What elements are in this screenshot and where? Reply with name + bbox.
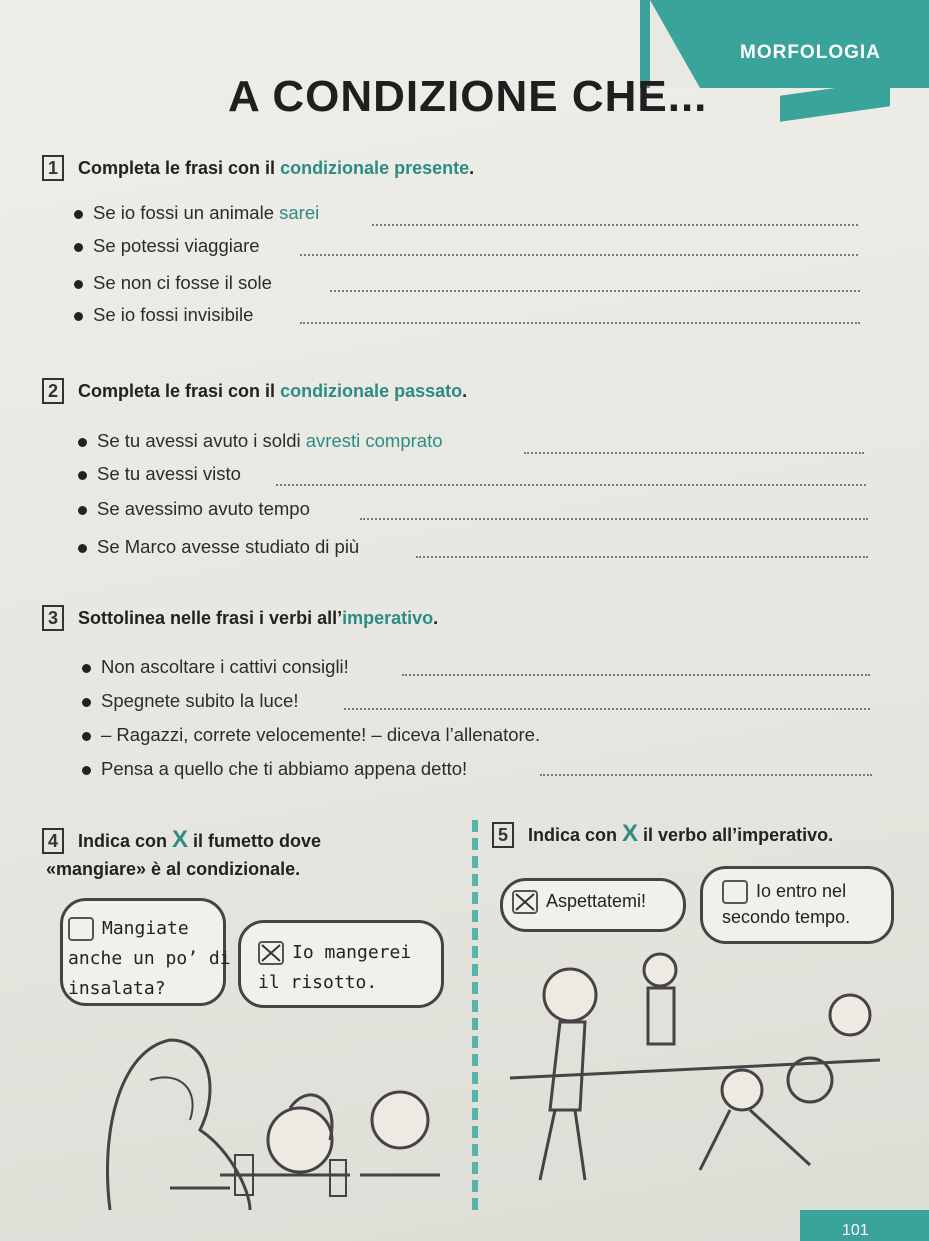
bullet-icon <box>74 280 83 289</box>
bubble-line: anche un po’ di <box>68 948 231 969</box>
x-mark-icon <box>260 943 282 963</box>
instruction-text: il fumetto dove <box>188 831 322 851</box>
answer-line[interactable] <box>300 254 858 256</box>
instruction-end: . <box>462 381 468 401</box>
item-text[interactable]: – Ragazzi, correte velocemente! – diceva l’allenatore. <box>101 724 541 745</box>
checkbox-checked[interactable] <box>258 941 284 965</box>
instruction-text: Indica con <box>78 831 173 851</box>
instruction-text: Completa le frasi con il <box>78 381 281 401</box>
item-text[interactable]: Spegnete subito la luce! <box>101 690 299 711</box>
item-text: Se tu avessi avuto i soldi <box>97 430 306 451</box>
x-mark-icon: X <box>622 820 639 847</box>
instruction-text: Sottolinea nelle frasi i verbi all’ <box>78 608 343 628</box>
ex1-item <box>74 202 319 224</box>
page-number: 101 <box>842 1222 869 1239</box>
bubble-line: il risotto. <box>258 972 378 993</box>
answer-line[interactable] <box>276 484 866 486</box>
answer-line[interactable] <box>416 556 868 558</box>
ex2-item <box>78 430 443 452</box>
column-divider <box>472 820 490 1210</box>
bullet-icon <box>78 544 87 553</box>
exercise-5-heading <box>492 820 833 848</box>
dotted-line <box>402 674 870 676</box>
exercise-number: 1 <box>42 155 64 181</box>
item-text: Se non ci fosse il sole <box>93 272 272 293</box>
ex2-item <box>78 463 241 485</box>
ex2-item <box>78 536 359 558</box>
bullet-icon <box>82 732 91 741</box>
exercise-number: 4 <box>42 828 64 854</box>
x-mark-icon: X <box>172 826 189 853</box>
bubble-3-text <box>512 890 646 914</box>
ex1-item <box>74 235 260 257</box>
answer-line[interactable] <box>372 224 858 226</box>
item-text: Se io fossi un animale <box>93 202 280 223</box>
item-text: Se avessimo avuto tempo <box>97 498 310 519</box>
bullet-icon <box>74 312 83 321</box>
x-mark-icon <box>514 892 536 912</box>
item-text[interactable]: Pensa a quello che ti abbiamo appena detto! <box>101 758 468 779</box>
football-kids-illustration <box>490 950 890 1200</box>
ex3-item <box>82 758 467 780</box>
exercise-3-heading <box>42 605 438 631</box>
checkbox-checked[interactable] <box>512 890 538 914</box>
dotted-line <box>540 774 872 776</box>
bullet-icon <box>78 438 87 447</box>
item-text: Se io fossi invisibile <box>93 304 254 325</box>
page-title: A CONDIZIONE CHE... <box>228 72 708 121</box>
instruction-text: Indica con <box>528 825 623 845</box>
bubble-line: secondo tempo. <box>722 907 851 928</box>
exercise-number: 5 <box>492 822 514 848</box>
instruction-text: «mangiare» è al condizionale. <box>46 859 301 879</box>
instruction-text: il verbo all’imperativo. <box>638 825 834 845</box>
checkbox[interactable] <box>68 917 94 941</box>
family-dinner-illustration <box>60 1010 470 1210</box>
exercise-1-heading <box>42 155 474 181</box>
checkbox[interactable] <box>722 880 748 904</box>
bubble-line: insalata? <box>68 978 166 999</box>
instruction-keyword: condizionale passato <box>280 381 463 401</box>
item-text: Se potessi viaggiare <box>93 235 260 256</box>
bullet-icon <box>74 210 83 219</box>
bullet-icon <box>74 243 83 252</box>
bubble-4-text <box>722 878 850 930</box>
ex2-item <box>78 498 310 520</box>
bubble-1-text <box>68 914 231 1004</box>
exercise-number: 2 <box>42 378 64 404</box>
bubble-line: Io mangerei <box>292 942 412 963</box>
ex1-item <box>74 272 272 294</box>
bubble-line: Aspettatemi! <box>546 890 647 911</box>
dotted-line <box>344 708 870 710</box>
item-answer: avresti comprato <box>305 430 443 451</box>
bullet-icon <box>82 664 91 673</box>
instruction-end: . <box>433 608 439 628</box>
section-label: MORFOLOGIA <box>740 42 881 63</box>
item-answer: sarei <box>279 202 320 223</box>
bubble-line: Mangiate <box>102 918 189 939</box>
item-text[interactable]: Non ascoltare i cattivi consigli! <box>101 656 349 677</box>
ex3-item <box>82 724 540 746</box>
bubble-2-text <box>258 938 411 998</box>
answer-line[interactable] <box>524 452 864 454</box>
bullet-icon <box>82 698 91 707</box>
answer-line[interactable] <box>300 322 860 324</box>
instruction-end: . <box>469 158 475 178</box>
item-text: Se tu avessi visto <box>97 463 241 484</box>
instruction-keyword: condizionale presente <box>280 158 470 178</box>
ex1-item <box>74 304 253 326</box>
answer-line[interactable] <box>360 518 868 520</box>
item-text: Se Marco avesse studiato di più <box>97 536 360 557</box>
exercise-4-heading <box>42 826 321 883</box>
ex3-item <box>82 690 298 712</box>
bullet-icon <box>78 506 87 515</box>
instruction-text: Completa le frasi con il <box>78 158 281 178</box>
bullet-icon <box>78 471 87 480</box>
bullet-icon <box>82 766 91 775</box>
bubble-line: Io entro nel <box>756 881 847 901</box>
ex3-item <box>82 656 349 678</box>
answer-line[interactable] <box>330 290 860 292</box>
exercise-number: 3 <box>42 605 64 631</box>
instruction-keyword: imperativo <box>342 608 434 628</box>
exercise-2-heading <box>42 378 467 404</box>
